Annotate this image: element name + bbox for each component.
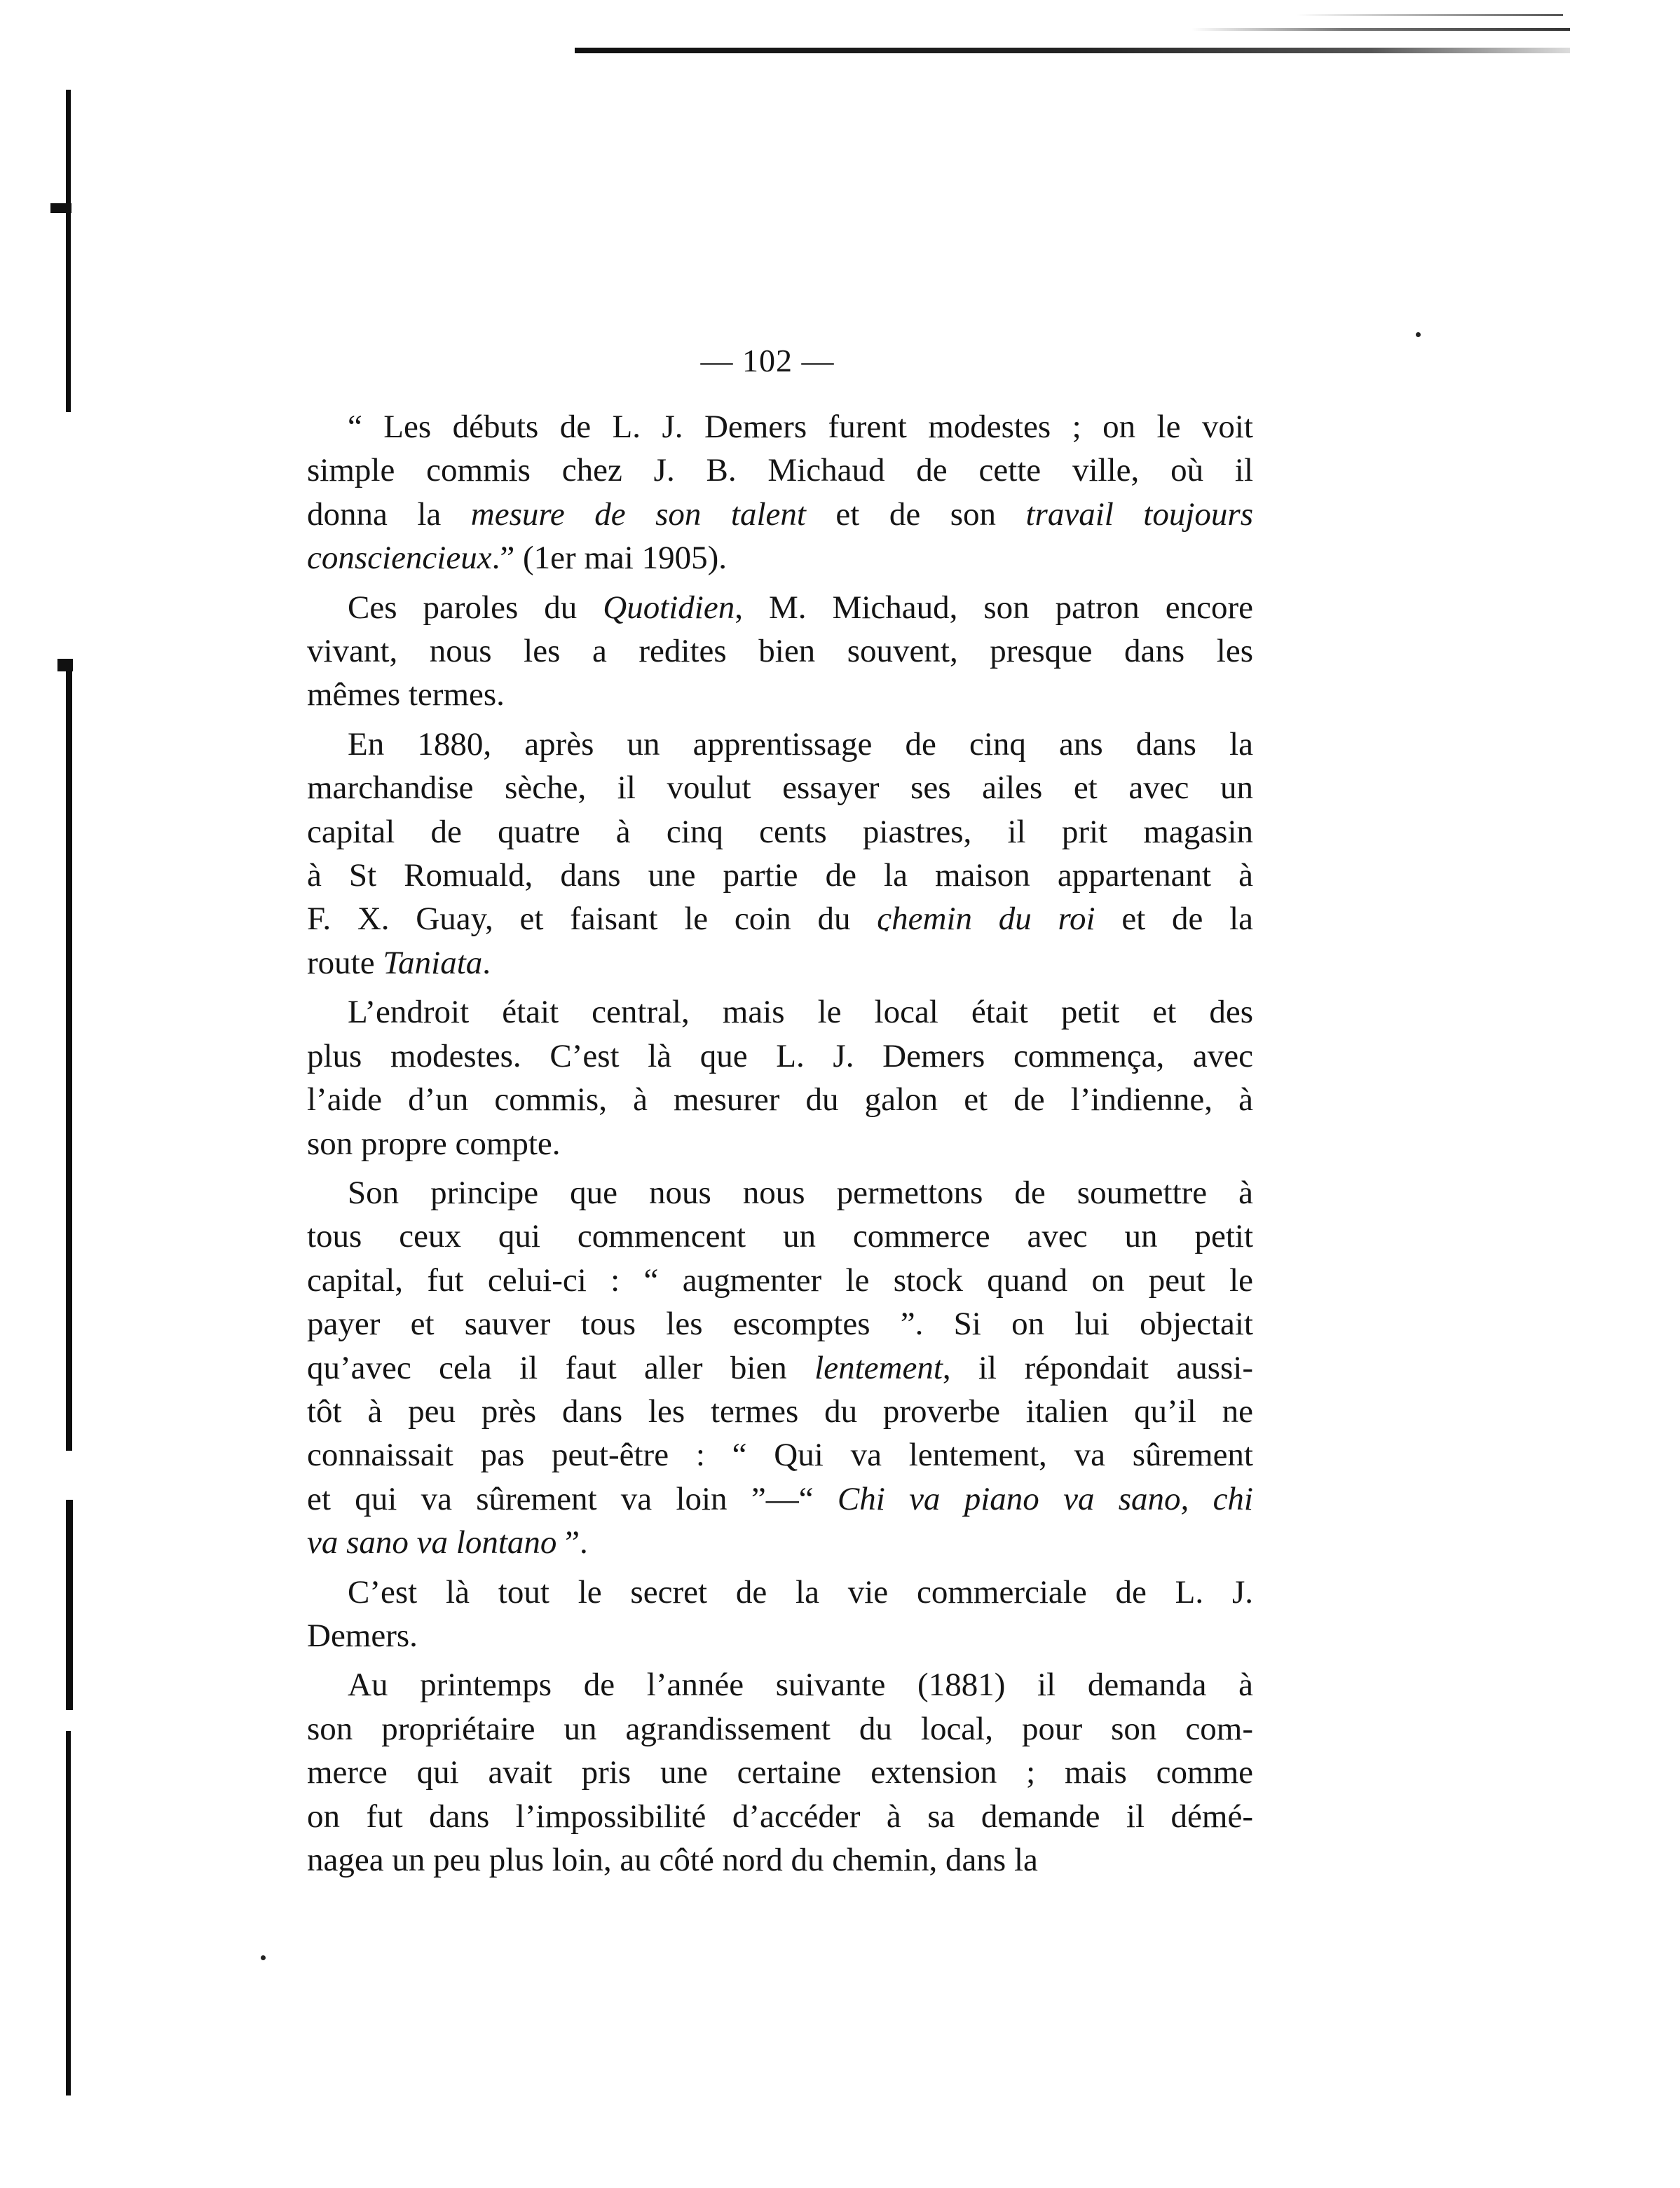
body-text [307, 405, 1253, 1882]
text-run: F. X. Guay, et faisant le coin du [307, 901, 877, 938]
italic-text: Chi va piano va sano, chi [837, 1480, 1253, 1517]
text-line [307, 1521, 1253, 1564]
text-line [307, 810, 1253, 854]
italic-text: chemin du roi [877, 901, 1095, 938]
text-run: plus modestes. C’est là que L. J. Demers commença, avec [307, 1037, 1253, 1074]
paragraph [307, 1571, 1253, 1658]
text-run: qu’avec cela il faut aller bien [307, 1349, 815, 1386]
text-line [307, 449, 1253, 492]
binding-edge [66, 1731, 71, 2095]
text-line [307, 1707, 1253, 1751]
text-run: En 1880, après un apprentissage de cinq ans dans la [348, 725, 1253, 763]
text-line [307, 673, 1253, 716]
paragraph [307, 1171, 1253, 1565]
text-run: tous ceux qui commencent un commerce avec un petit [307, 1218, 1253, 1255]
text-run: merce qui avait pris une certaine extension ; mais comme [307, 1754, 1253, 1791]
text-run: et de la [1095, 901, 1254, 938]
page-number: — 102 — [700, 343, 835, 378]
text-run: on fut dans l’impossibilité d’accéder à sa demande il démé- [307, 1798, 1253, 1835]
text-run: .” (1er mai 1905). [491, 540, 727, 577]
text-line [307, 1171, 1253, 1215]
scan-edge-rule [1191, 28, 1570, 31]
text-run: marchandise sèche, il voulut essayer ses ailes et avec un [307, 770, 1253, 807]
text-line [307, 1346, 1253, 1390]
text-line [307, 1302, 1253, 1346]
paragraph [307, 990, 1253, 1165]
text-line [307, 1215, 1253, 1258]
text-line [307, 629, 1253, 673]
text-line [307, 405, 1253, 449]
text-run: l’aide d’un commis, à mesurer du galon et de l’indienne, à [307, 1081, 1253, 1119]
text-line [307, 1122, 1253, 1165]
text-run: C’est là tout le secret de la vie commerciale de L. J. [348, 1573, 1253, 1611]
text-line [307, 493, 1253, 536]
binding-edge [66, 90, 71, 412]
text-run: connaissait pas peut-être : “ Qui va lentement, va sûrement [307, 1437, 1253, 1474]
text-run: payer et sauver tous les escomptes ”. Si on lui objectait [307, 1306, 1253, 1343]
text-run: vivant, nous les a redites bien souvent, presque dans les [307, 633, 1253, 670]
binding-edge [66, 659, 72, 1451]
text-run: route [307, 944, 383, 981]
binding-edge [57, 659, 73, 671]
text-line [307, 723, 1253, 766]
italic-text: Quotidien [603, 589, 735, 626]
text-run: simple commis chez J. B. Michaud de cette ville, où il [307, 452, 1253, 489]
scan-speck [1416, 332, 1421, 337]
text-run: Son principe que nous nous permettons de soumettre à [348, 1174, 1253, 1211]
text-line [307, 990, 1253, 1034]
text-run: , il répondait aussi- [942, 1349, 1253, 1386]
text-run: et qui va sûrement va loin ”—“ [307, 1480, 838, 1517]
text-line [307, 1838, 1253, 1882]
text-line [307, 1751, 1253, 1794]
text-run: “ Les débuts de L. J. Demers furent modestes ; on le voit [348, 409, 1253, 445]
text-run: mêmes termes. [307, 676, 505, 713]
scan-edge-rule [575, 48, 1570, 53]
text-line [307, 854, 1253, 897]
text-line [307, 536, 1253, 580]
text-line [307, 766, 1253, 809]
text-run: ”. [556, 1524, 588, 1561]
italic-text: va sano va lontano [307, 1524, 557, 1561]
italic-text: Taniata [383, 944, 483, 981]
text-run: à St Romuald, dans une partie de la maison appartenant à [307, 857, 1253, 894]
text-run: , M. Michaud, son patron encore [735, 589, 1253, 626]
text-run: nagea un peu plus loin, au côté nord du chemin, dans la [307, 1842, 1038, 1878]
scan-speck [261, 1955, 266, 1960]
text-line [307, 1078, 1253, 1121]
italic-text: travail toujours [1025, 495, 1253, 533]
italic-text: mesure de son talent [470, 495, 806, 533]
text-run: capital, fut celui-ci : “ augmenter le stock quand on peut le [307, 1261, 1253, 1299]
text-line [307, 1477, 1253, 1521]
text-line [307, 1571, 1253, 1614]
paragraph [307, 405, 1253, 580]
text-line [307, 1034, 1253, 1078]
scan-edge-rule [1297, 14, 1563, 16]
text-line [307, 1259, 1253, 1302]
text-run: Au printemps de l’année suivante (1881) il demanda à [348, 1667, 1253, 1704]
italic-text: consciencieux [307, 540, 492, 577]
text-run: son propre compte. [307, 1125, 561, 1162]
text-line [307, 1390, 1253, 1433]
paragraph [307, 1663, 1253, 1882]
paragraph [307, 723, 1253, 985]
text-line [307, 1795, 1253, 1838]
text-line [307, 897, 1253, 941]
text-run: . [482, 944, 491, 981]
text-run: Ces paroles du [348, 589, 603, 626]
binding-edge [66, 1500, 73, 1710]
text-run: Demers. [307, 1617, 418, 1654]
text-line [307, 941, 1253, 985]
text-line [307, 1433, 1253, 1477]
text-line [307, 1663, 1253, 1707]
text-run: son propriétaire un agrandissement du local, pour son com- [307, 1710, 1253, 1747]
text-run: et de son [805, 495, 1026, 533]
binding-edge [50, 203, 71, 213]
text-run: donna la [307, 495, 471, 533]
text-run: capital de quatre à cinq cents piastres, il prit magasin [307, 813, 1253, 850]
text-run: L’endroit était central, mais le local était petit et des [348, 994, 1253, 1031]
text-line [307, 586, 1253, 629]
paragraph [307, 586, 1253, 717]
italic-text: lentement [814, 1349, 943, 1386]
text-line [307, 1614, 1253, 1657]
text-run: tôt à peu près dans les termes du proverbe italien qu’il ne [307, 1393, 1253, 1430]
